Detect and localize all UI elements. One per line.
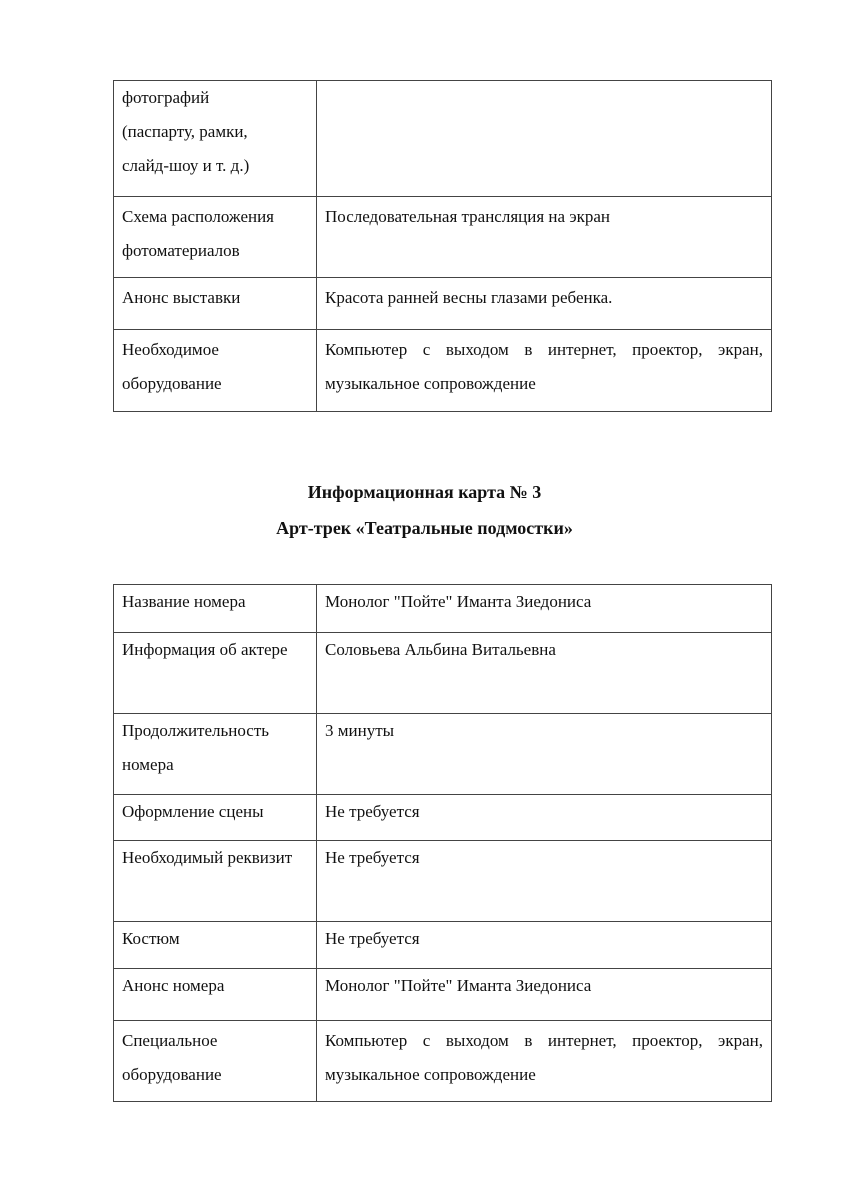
- row-value: Компьютер с выходом в интернет, проектор, экран, музыкальное сопровождение: [317, 330, 772, 412]
- section-title: Информационная карта № 3: [307, 482, 542, 502]
- table-row: [114, 278, 772, 330]
- table-stage-info: [113, 584, 772, 1102]
- row-label: Анонс номера: [114, 969, 317, 1021]
- table-row: [114, 714, 772, 795]
- row-label: Схема расположения фотоматериалов: [114, 197, 317, 278]
- section-subtitle: Арт-трек «Театральные подмостки»: [276, 518, 573, 538]
- table-row: [114, 1021, 772, 1102]
- table-row: [114, 841, 772, 922]
- row-value: Монолог "Пойте" Иманта Зиедониса: [317, 585, 772, 633]
- row-label: Информация об актере: [114, 633, 317, 714]
- row-label: Необходимый реквизит: [114, 841, 317, 922]
- row-label: Костюм: [114, 922, 317, 969]
- row-value: Красота ранней весны глазами ребенка.: [317, 278, 772, 330]
- row-value: 3 минуты: [317, 714, 772, 795]
- row-label: Специальное оборудование: [114, 1021, 317, 1102]
- row-label: Анонс выставки: [114, 278, 317, 330]
- row-value: Соловьева Альбина Витальевна: [317, 633, 772, 714]
- table-row: [114, 922, 772, 969]
- table-row: [114, 81, 772, 197]
- row-label: Продолжительность номера: [114, 714, 317, 795]
- row-value: Последовательная трансляция на экран: [317, 197, 772, 278]
- row-value: Не требуется: [317, 841, 772, 922]
- row-label: фотографий (паспарту, рамки, слайд-шоу и т. д.): [114, 81, 317, 197]
- row-value: Монолог "Пойте" Иманта Зиедониса: [317, 969, 772, 1021]
- row-label: Название номера: [114, 585, 317, 633]
- row-value: Не требуется: [317, 795, 772, 841]
- table-row: [114, 633, 772, 714]
- table-row: [114, 330, 772, 412]
- table-row: [114, 585, 772, 633]
- row-label: Оформление сцены: [114, 795, 317, 841]
- table-exhibition-info: [113, 80, 772, 412]
- table-row: [114, 795, 772, 841]
- row-value: [317, 81, 772, 197]
- row-value: Компьютер с выходом в интернет, проектор, экран, музыкальное сопровождение: [317, 1021, 772, 1102]
- table-row: [114, 969, 772, 1021]
- row-value: Не требуется: [317, 922, 772, 969]
- row-label: Необходимое оборудование: [114, 330, 317, 412]
- table-row: [114, 197, 772, 278]
